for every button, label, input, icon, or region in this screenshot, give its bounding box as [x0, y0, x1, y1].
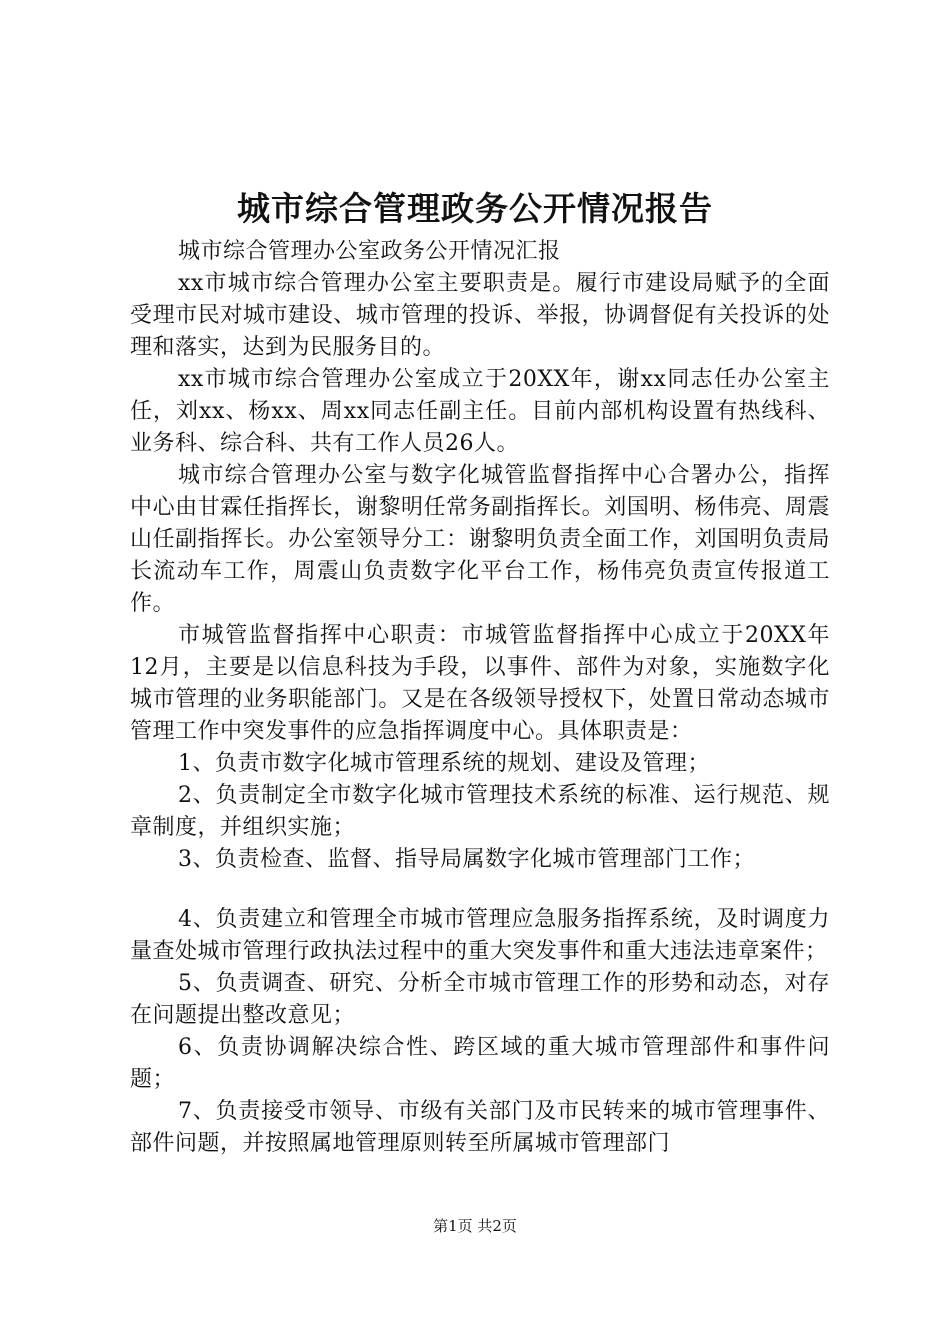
list-item-3: 3、负责检查、监督、指导局属数字化城市管理部门工作； [178, 847, 755, 872]
paragraph-subtitle: 城市综合管理办公室政务公开情况汇报 [178, 239, 561, 264]
paragraph-joint-office: 城市综合管理办公室与数字化城管监督指挥中心合署办公，指挥中心由甘霖任指挥长，谢黎明任常务副指挥长。刘国明、杨伟亮、周震山任副指挥长。办公室领导分工：谢黎明负责全面工作，刘国明负责局长流动车工作，周震山负责数字化平台工作，杨伟亮负责宣传报道工作。 [130, 463, 830, 616]
document-body [130, 236, 830, 1160]
paragraph-duties: xx市城市综合管理办公室主要职责是。履行市建设局赋予的全面受理市民对城市建设、城市管理的投诉、举报，协调督促有关投诉的处理和落实，达到为民服务目的。 [130, 271, 830, 360]
list-item-5: 5、负责调查、研究、分析全市城市管理工作的形势和动态，对存在问题提出整改意见； [130, 971, 830, 1028]
page-footer: 第1页 共2页 [433, 1217, 517, 1235]
list-item-6: 6、负责协调解决综合性、跨区域的重大城市管理部件和事件问题； [130, 1035, 830, 1092]
paragraph-establishment: xx市城市综合管理办公室成立于20XX年，谢xx同志任办公室主任，刘xx、杨xx、周xx同志任副主任。目前内部机构设置有热线科、业务科、综合科、共有工作人员26人。 [130, 367, 830, 456]
list-item-4: 4、负责建立和管理全市城市管理应急服务指挥系统，及时调度力量查处城市管理行政执法过程中的重大突发事件和重大违法违章案件； [130, 907, 830, 964]
paragraph-center-duties: 市城管监督指挥中心职责：市城管监督指挥中心成立于20XX年12月，主要是以信息科技为手段，以事件、部件为对象，实施数字化城市管理的业务职能部门。又是在各级领导授权下，处置日常动态城市管理工作中突发事件的应急指挥调度中心。具体职责是： [130, 623, 830, 744]
list-item-1: 1、负责市数字化城市管理系统的规划、建设及管理； [178, 751, 710, 776]
list-item-2: 2、负责制定全市数字化城市管理技术系统的标准、运行规范、规章制度，并组织实施； [130, 783, 830, 840]
document-title: 城市综合管理政务公开情况报告 [237, 189, 713, 228]
list-item-7: 7、负责接受市领导、市级有关部门及市民转来的城市管理事件、部件问题，并按照属地管理原则转至所属城市管理部门 [130, 1099, 830, 1156]
blank-line [130, 876, 830, 904]
